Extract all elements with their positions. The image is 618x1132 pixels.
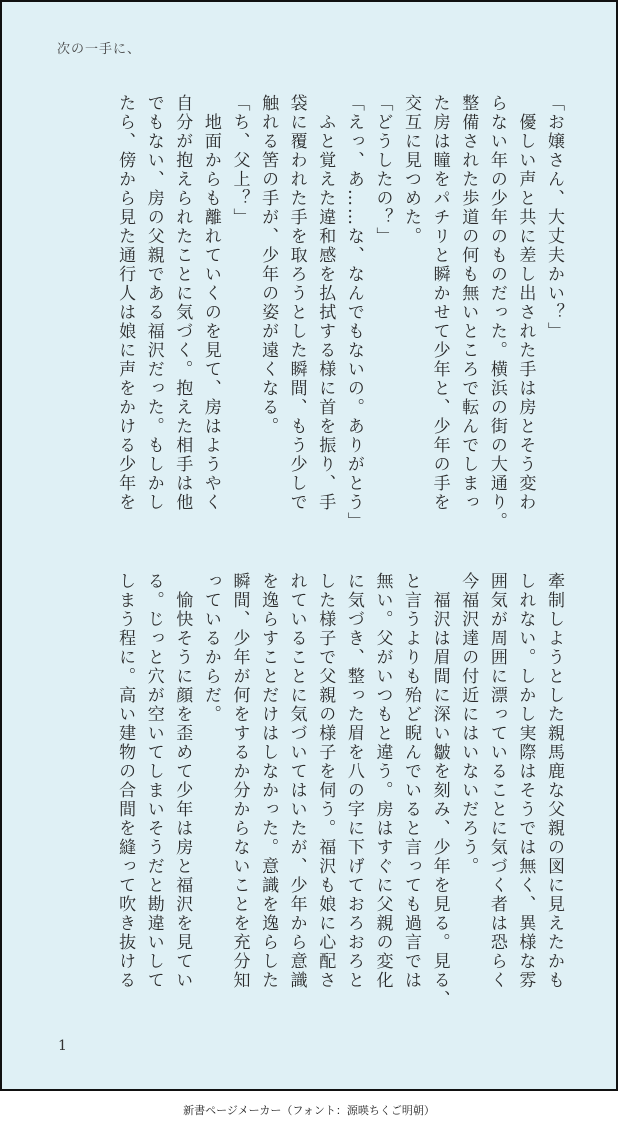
text-line: を逸らすことだけはしなかった。意識を逸らした [258, 572, 279, 990]
text-line: 無い。父がいつもと違う。房はすぐに父親の変化 [372, 572, 393, 990]
text-line: 優しい声と共に差し出された手は房とそう変わ [515, 94, 536, 512]
page-number: 1 [58, 1038, 67, 1054]
text-line: る。じっと穴が空いてしまいそうだと勘違いして [143, 572, 164, 990]
text-line: 囲気が周囲に漂っていることに気づく者は恐らく [486, 572, 507, 990]
text-line: た房は瞳をパチリと瞬かせて少年と、少年の手を [429, 94, 450, 512]
text-block-top [111, 94, 569, 534]
text-line: 「ち、父上？」 [229, 94, 250, 227]
text-line: と言うよりも殆ど睨んでいると言っても過言では [401, 572, 422, 990]
text-line: 牽制しようとした親馬鹿な父親の図に見えたかも [544, 572, 564, 990]
text-line: 自分が抱えられたことに気づく。抱えた相手は他 [172, 94, 193, 512]
text-line: っているからだ。 [200, 572, 221, 724]
text-line: らない年の少年のものだった。横浜の街の大通り。 [486, 94, 507, 531]
text-line: 地面からも離れていくのを見て、房はようやく [200, 94, 221, 512]
text-line: 袋に覆われた手を取ろうとした瞬間、もう少しで [286, 94, 307, 512]
text-line: した様子で父親の様子を伺う。福沢も娘に心配さ [315, 572, 336, 990]
text-line: 「えっ、あ……な、なんでもないの。ありがとう」 [343, 94, 364, 531]
text-line: たら、傍から見た通行人は娘に声をかける少年を [115, 94, 136, 512]
text-line: ふと覚えた違和感を払拭する様に首を振り、手 [315, 94, 336, 512]
text-line: 「お嬢さん、大丈夫かい？」 [544, 94, 564, 341]
text-line: に気づき、整った眉を八の字に下げておろおろと [343, 572, 364, 990]
chapter-header: 次の一手に、 [57, 42, 142, 57]
text-line: しれない。しかし実際はそうでは無く、異様な雰 [515, 572, 536, 990]
text-line: 「どうしたの？」 [372, 94, 393, 246]
text-line: 整備された歩道の何も無いところで転んでしまっ [458, 94, 479, 512]
text-line: 今福沢達の付近にはいないだろう。 [458, 572, 479, 876]
text-line: 福沢は眉間に深い皺を刻み、少年を見る。見る、 [429, 572, 450, 1009]
text-line: 触れる筈の手が、少年の姿が遠くなる。 [258, 94, 279, 436]
generator-credit: 新書ページメーカー（フォント：源暎ちくご明朝） [183, 1104, 435, 1117]
text-line: 愉快そうに顔を歪めて少年は房と福沢を見てい [172, 572, 193, 990]
text-line: れていることに気づいてはいたが、少年から意識 [286, 572, 307, 990]
text-line: でもない、房の父親である福沢だった。もしかし [143, 94, 164, 512]
text-line: 瞬間、少年が何をするか分からないことを充分知 [229, 572, 250, 990]
text-line: しまう程に。高い建物の合間を縫って吹き抜ける [115, 572, 136, 990]
text-block-bottom [111, 572, 569, 1012]
text-line: 交互に見つめた。 [401, 94, 422, 246]
